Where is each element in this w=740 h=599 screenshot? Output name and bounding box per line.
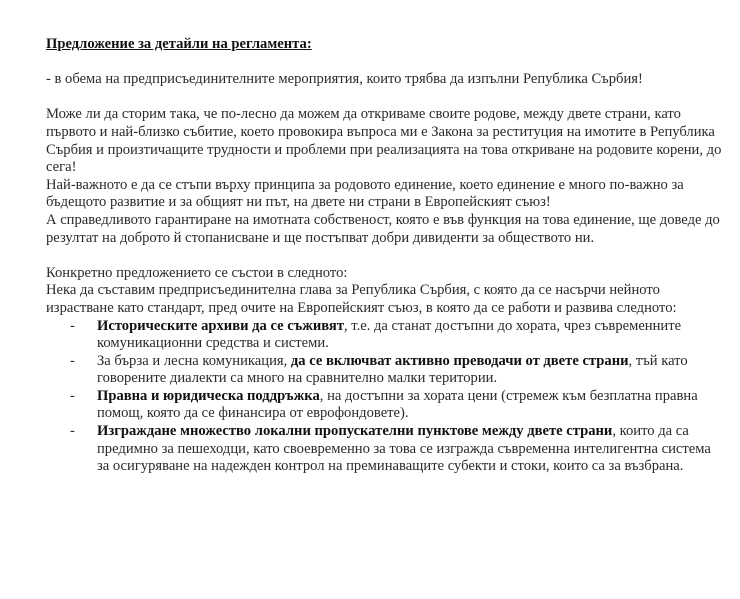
- paragraph-unity: Най-важното е да се стъпи върху принципа за родовото единение, което единение е много по-важно за бъдещото развитие и за общият ни път, на двете ни страни в Европейският съюз!: [46, 176, 684, 211]
- spacer: [46, 247, 726, 265]
- paragraph-property: А справедливото гарантиране на имотната собственост, която е във функция на това единение, ще доведе до резултат на доброто й стопанисване и ще постъпват добри дивиденти за обществото ни.: [46, 211, 720, 246]
- item-bold-text: Историческите архиви да се съживят: [97, 317, 344, 334]
- document-title: Предложение за детайли на регламента:: [46, 36, 312, 52]
- list-item: [46, 318, 726, 353]
- item-text: , на достъпни за хората цени (стремеж към безплатна правна помощ, която да се финансира от еврофондовете).: [97, 387, 698, 422]
- spacer: [46, 54, 726, 72]
- item-bold-text: да се включват активно преводачи от двете страни: [290, 352, 629, 369]
- list-bullet: -: [70, 352, 75, 369]
- proposal-heading: Конкретно предложението се състои в следното:: [46, 264, 348, 281]
- list-item: [46, 353, 726, 388]
- paragraph-birth-roots: Може ли да сторим така, че по-лесно да можем да откриваме своите родове, между двете страни, като първото и най-близко събитие, което провокира въпроса ми е Закона за реституция на имотите в Република Сърбия и произтичащите трудности и проблеми при реализацията на това откриване на родовите корени, до сега!: [46, 106, 722, 176]
- proposal-text: Нека да съставим предприсъединителна глава за Република Сърбия, с която да се насърчи нейното израстване като стандарт, пред очите на Европейският съюз, в която да се работи и развива следното:: [46, 282, 677, 316]
- list-bullet: -: [70, 387, 75, 404]
- item-bold-text: Правна и юридическа поддръжка: [97, 387, 320, 404]
- list-item: [46, 423, 726, 476]
- spacer: [46, 89, 726, 107]
- list-bullet: -: [70, 317, 75, 334]
- intro-text: - в обема на предприсъединителните мероприятия, които трябва да изпълни Република Сърбия!: [46, 71, 643, 88]
- list-item: [46, 388, 726, 423]
- item-text: , които да са предимно за пешеходци, като своевременно за това се изгражда съвременна интелигентна система за осигуряване на надежден контрол на преминаващите субекти и стоки, които са за възбрана.: [97, 423, 711, 475]
- document-body: [46, 36, 726, 476]
- item-text: , тъй като говорените диалекти са много на сравнително малки територии.: [97, 352, 688, 387]
- list-bullet: -: [70, 423, 75, 440]
- item-prefix-text: За бърза и лесна комуникация,: [97, 352, 291, 369]
- proposal-list: [46, 318, 726, 476]
- item-bold-text: Изграждане множество локални пропускателни пунктове между двете страни: [97, 423, 613, 440]
- item-text: , т.е. да станат достъпни до хората, чрез съвременните комуникационни средства и системи.: [97, 317, 682, 352]
